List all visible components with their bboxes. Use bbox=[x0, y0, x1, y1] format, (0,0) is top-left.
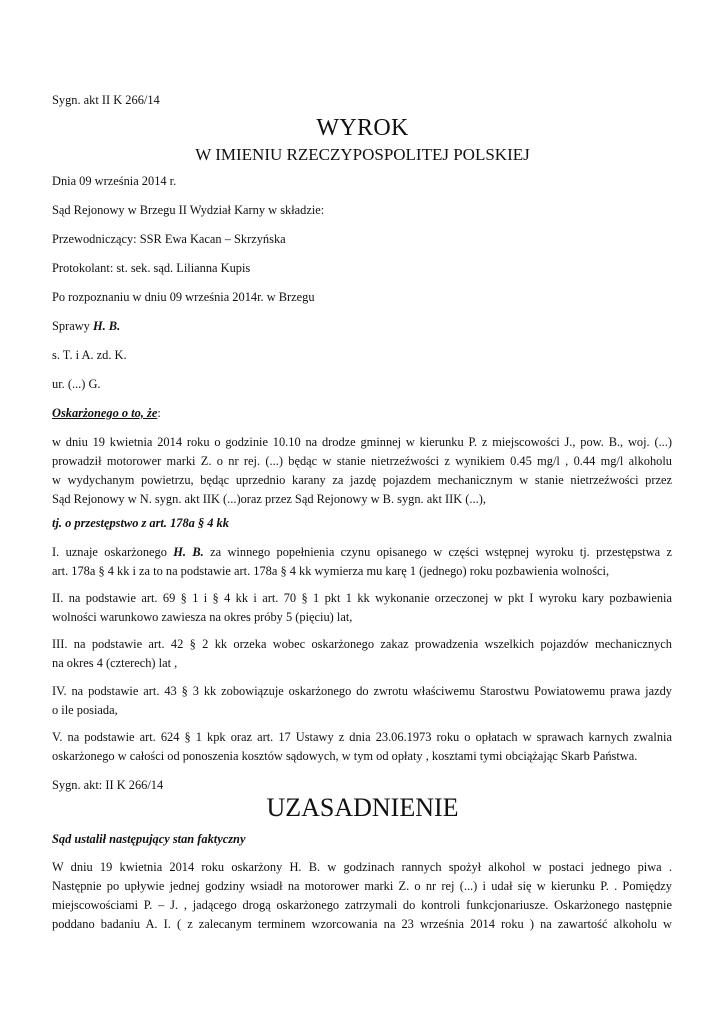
offense-qualification: tj. o przestępstwo z art. 178a § 4 kk bbox=[52, 516, 229, 530]
facts-line: poddano badaniu A. I. ( z zalecanym terminem wzorcowania na 23 września 2014 roku ) na zawartość alkoholu w bbox=[52, 917, 672, 931]
court-clerk: Protokolant: st. sek. sąd. Lilianna Kupis bbox=[52, 261, 251, 275]
verdict-point-iii: III. na podstawie art. 42 § 2 kk orzeka wobec oskarżonego zakaz prowadzenia wszelkich pojazdów mechanicznych bbox=[52, 637, 672, 651]
verdict-point-i bbox=[52, 542, 672, 562]
charge-heading-text: Oskarżonego o to, że bbox=[52, 406, 158, 420]
verdict-point-v: V. na podstawie art. 624 § 1 kpk oraz art. 17 Ustawy z dnia 23.06.1973 roku o opłatach w sprawach karnych zwalnia bbox=[52, 730, 672, 744]
point-i-name: H. B. bbox=[173, 545, 204, 559]
verdict-point-ii-cont: wolności warunkowo zawiesza na okres próby 5 (pięciu) lat, bbox=[52, 610, 353, 624]
defendant-parents: s. T. i A. zd. K. bbox=[52, 348, 127, 362]
facts-line: Następnie po upływie jednej godziny wsiadł na motorower marki Z. o nr rej (...) i udał się w kierunku P. . Pomiędzy bbox=[52, 879, 672, 893]
verdict-point-i-cont: art. 178a § 4 kk i za to na podstawie art. 178a § 4 kk wymierza mu karę 1 (jednego) roku pozbawienia wolności, bbox=[52, 564, 610, 578]
case-prefix: Sprawy bbox=[52, 319, 93, 333]
verdict-date: Dnia 09 września 2014 r. bbox=[52, 174, 177, 188]
charge-heading-colon: : bbox=[157, 406, 161, 420]
verdict-point-iv: IV. na podstawie art. 43 § 3 kk zobowiązuje oskarżonego do zwrotu właściwemu Starostwu Powiatowemu prawa jazdy bbox=[52, 684, 672, 698]
point-i-rest: za winnego popełnienia czynu opisanego w części wstępnej wyroku tj. przestępstwa z bbox=[203, 545, 673, 559]
charge-line: prowadził motorower marki Z. o nr rej. (...) będąc w stanie nietrzeźwości z wynikiem 0.45 mg/l , 0.44 mg/l alkoholu bbox=[52, 454, 672, 468]
document-subtitle: W IMIENIU RZECZYPOSPOLITEJ POLSKIEJ bbox=[195, 145, 530, 164]
presiding-judge: Przewodniczący: SSR Ewa Kacan – Skrzyńska bbox=[52, 232, 286, 246]
defendant-name: H. B. bbox=[92, 319, 121, 333]
verdict-point-iii-cont: na okres 4 (czterech) lat , bbox=[52, 656, 178, 670]
document-title: WYROK bbox=[316, 115, 409, 141]
case-party bbox=[52, 316, 120, 336]
justification-title: UZASADNIENIE bbox=[266, 793, 459, 822]
facts-line: miejscowościami P. – J. , jadącego drogą oskarżonego zatrzymali do kontroli funkcjonariusze. Oskarżonego następnie bbox=[52, 898, 672, 912]
verdict-point-ii: II. na podstawie art. 69 § 1 i § 4 kk i art. 70 § 1 pkt 1 kk wykonanie orzeczonej w pkt I wyroku kary pozbawienia bbox=[52, 591, 672, 605]
charge-heading bbox=[52, 403, 161, 423]
point-i-prefix: I. uznaje oskarżonego bbox=[52, 545, 174, 559]
justification-case-number: Sygn. akt: II K 266/14 bbox=[52, 778, 164, 792]
charge-line: Sąd Rejonowy w N. sygn. akt IIK (...)oraz przez Sąd Rejonowy w B. sygn. akt IIK (...), bbox=[52, 492, 486, 506]
court-composition: Sąd Rejonowy w Brzegu II Wydział Karny w składzie: bbox=[52, 203, 325, 217]
verdict-point-v-cont: oskarżonego w całości od ponoszenia kosztów sądowych, w tym od opłaty , kosztami tymi obciążając Skarb Państwa. bbox=[52, 749, 638, 763]
charge-line: w wydychanym powietrzu, będąc uprzednio karany za jazdę pojazdem mechanicznym w stanie nietrzeźwości przez bbox=[52, 473, 672, 487]
defendant-birth: ur. (...) G. bbox=[52, 377, 101, 391]
charge-line: w dniu 19 kwietnia 2014 roku o godzinie 10.10 na drodze gminnej w kierunku P. z miejscowości J., pow. B., woj. (...) bbox=[52, 435, 672, 449]
facts-heading: Sąd ustalił następujący stan faktyczny bbox=[52, 832, 246, 846]
case-number: Sygn. akt II K 266/14 bbox=[52, 93, 160, 107]
hearing-info: Po rozpoznaniu w dniu 09 września 2014r. w Brzegu bbox=[52, 290, 315, 304]
verdict-point-iv-cont: o ile posiada, bbox=[52, 703, 118, 717]
facts-line: W dniu 19 kwietnia 2014 roku oskarżony H. B. w godzinach rannych spożył alkohol w postaci jednego piwa . bbox=[52, 860, 672, 874]
